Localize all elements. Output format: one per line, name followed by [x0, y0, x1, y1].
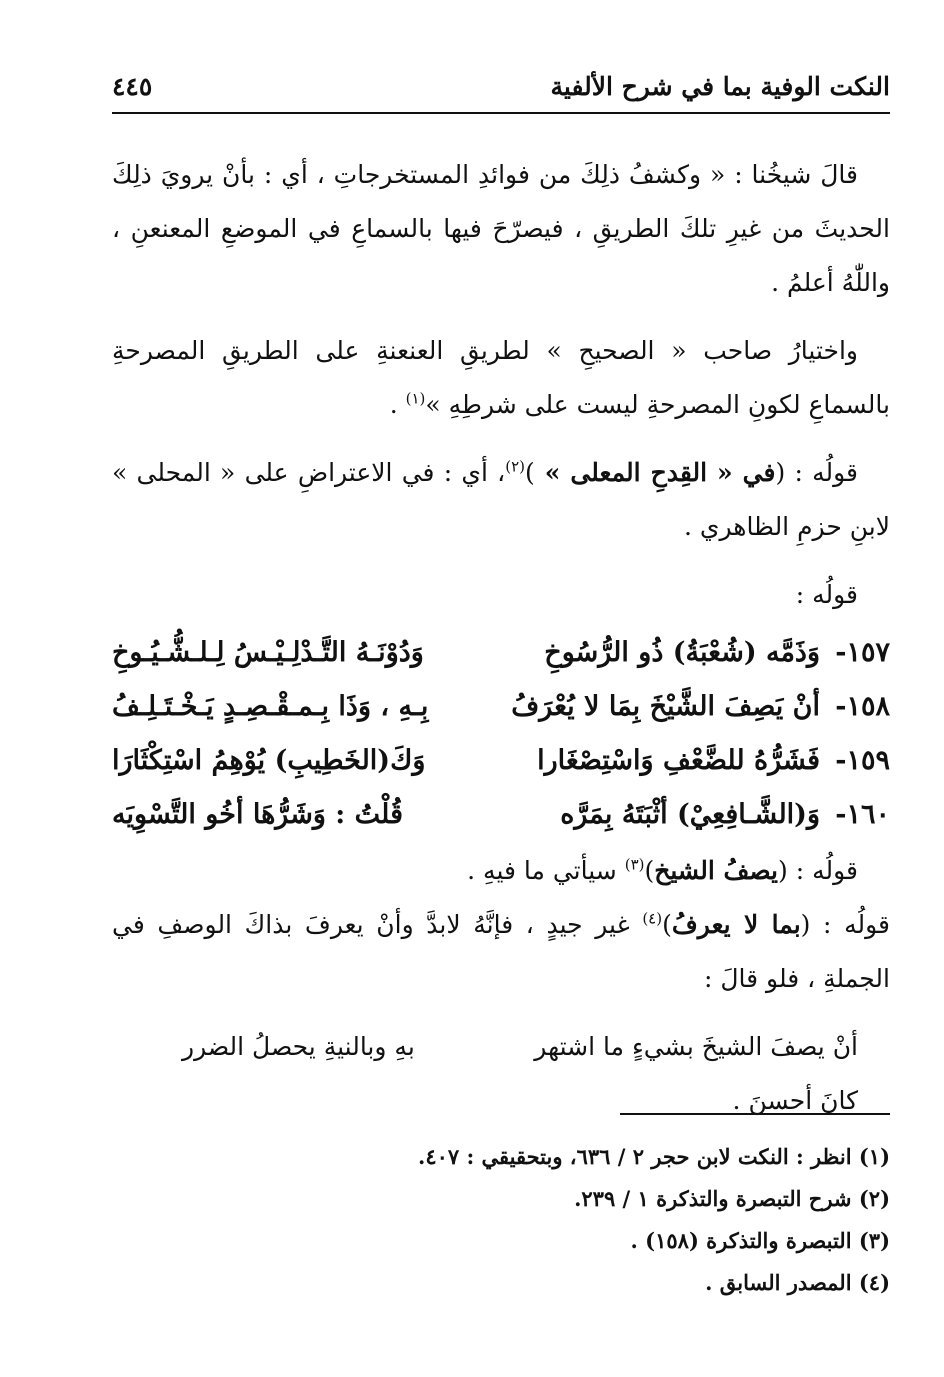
- footnote-4: (٤) المصدر السابق .: [705, 1270, 890, 1295]
- paragraph-1: قالَ شيخُنا : « وكشفُ ذلِكَ من فوائدِ المستخرجاتِ ، أي : بأنْ يرويَ ذلِكَ الحديثَ من غيرِ تلكَ الطريقِ ، فيصرّحَ فيها بالسماعِ في الموضعِ المعنعنِ ، واللّٰهُ أعلمُ .: [112, 160, 890, 297]
- footnote-3: (٣) التبصرة والتذكرة (١٥٨) .: [630, 1228, 890, 1253]
- verse-number: ١٥٩-: [835, 745, 890, 776]
- paragraph-2: [112, 324, 890, 432]
- paragraph-6: كانَ أحسنَ .: [732, 1086, 858, 1115]
- paragraph-5-quote: بما لا يعرفُ: [671, 910, 801, 939]
- verse-second-hemistich: وَكَ(الخَطِيبِ) يُوْهِمُ اسْتِكْثَارَا: [112, 745, 426, 776]
- verse-number: ١٥٨-: [835, 691, 890, 722]
- footnotes: [112, 1138, 890, 1306]
- verse-first-hemistich: وَ(الشَّـافِعِيْ) أثْبَتَهُ بِمَرَّه: [560, 799, 820, 830]
- poem-first-hemistich: أنْ يصفَ الشيخَ بشيءٍ ما اشتهر: [534, 1032, 858, 1061]
- running-title: النكت الوفية بما في شرح الألفية: [550, 72, 890, 101]
- verse-row: [112, 680, 890, 734]
- paragraph-5-lead: قولُه : (: [800, 910, 890, 939]
- verse-first-hemistich: فَشَرُّهُ للضَّعْفِ وَاسْتِصْغَارا: [537, 745, 820, 776]
- poem-line: [112, 1020, 890, 1074]
- paragraph-5-rest: غير جيدٍ ، فإنَّهُ لابدَّ وأنْ يعرفَ بذاكَ الوصفِ في الجملةِ ، فلو قالَ :: [112, 910, 890, 993]
- main-text: [112, 148, 890, 1128]
- footnote-ref-2: (٢): [505, 457, 526, 476]
- paragraph-3: [112, 446, 890, 554]
- qawluh-label: قولُه :: [795, 580, 858, 609]
- poem-second-hemistich: بهِ وبالنيةِ يحصلُ الضرر: [182, 1032, 415, 1061]
- paragraph-3-rest: ، أي : في الاعتراضِ على « المحلى » لابنِ حزمِ الظاهري .: [112, 458, 890, 541]
- verse-number: ١٥٧-: [835, 637, 890, 668]
- footnote-ref-1: (١): [405, 389, 426, 408]
- footnote-ref-4: (٤): [642, 909, 663, 928]
- verse-block: [112, 626, 890, 842]
- verse-number: ١٦٠-: [835, 799, 890, 830]
- footnote-ref-3: (٣): [624, 855, 645, 874]
- verse-second-hemistich: قُلْتُ : وَشَرُّهَا أخُو التَّسْوِيَه: [112, 799, 403, 830]
- paragraph-3-lead: قولُه : (: [775, 458, 859, 487]
- paragraph-4-lead: قولُه : (: [778, 856, 858, 885]
- paragraph-4: [112, 844, 890, 898]
- paragraph-5-close: ): [662, 910, 672, 939]
- verse-first-hemistich: وَذَمَّه (شُعْبَةُ) ذُو الرُّسُوخِ: [544, 637, 820, 668]
- paragraph-4-close: ): [644, 856, 655, 885]
- verse-second-hemistich: وَدُوْنَـهُ التَّـدْلِـيْـسُ لِـلـشُّـيُـوخِ: [112, 637, 424, 668]
- page-header: [112, 66, 890, 114]
- verse-row: [112, 626, 890, 680]
- verse-first-hemistich: أنْ يَصِفَ الشَّيْخَ بِمَا لا يُعْرَفُ: [511, 691, 820, 722]
- paragraph-5: [112, 898, 890, 1006]
- paragraph-4-rest: سيأتي ما فيهِ .: [467, 856, 625, 885]
- paragraph-3-quote: في « القِدحِ المعلى »: [534, 458, 776, 487]
- paragraph-2-end: .: [389, 390, 406, 419]
- paragraph-4-quote: يصفُ الشيخ: [654, 856, 779, 885]
- footnote-2: (٢) شرح التبصرة والتذكرة ١ / ٢٣٩.: [574, 1186, 890, 1211]
- verse-row: [112, 734, 890, 788]
- verse-row: [112, 788, 890, 842]
- page-number: ٤٤٥: [112, 72, 153, 101]
- footnote-separator: [620, 1113, 890, 1115]
- paragraph-3-close: ): [525, 458, 535, 487]
- footnote-1: (١) انظر : النكت لابن حجر ٢ / ٦٣٦، وبتحقيقي : ٤٠٧.: [418, 1144, 890, 1169]
- paragraph-2-text: واختيارُ صاحب « الصحيحِ » لطريقِ العنعنةِ على الطريقِ المصرحةِ بالسماعِ لكونِ المصرحةِ ليست على شرطِهِ »: [112, 336, 890, 419]
- verse-second-hemistich: بِـهِ ، وَذَا بِـمـقْـصِـدٍ يَـخْـتَـلِـفُ: [112, 691, 429, 722]
